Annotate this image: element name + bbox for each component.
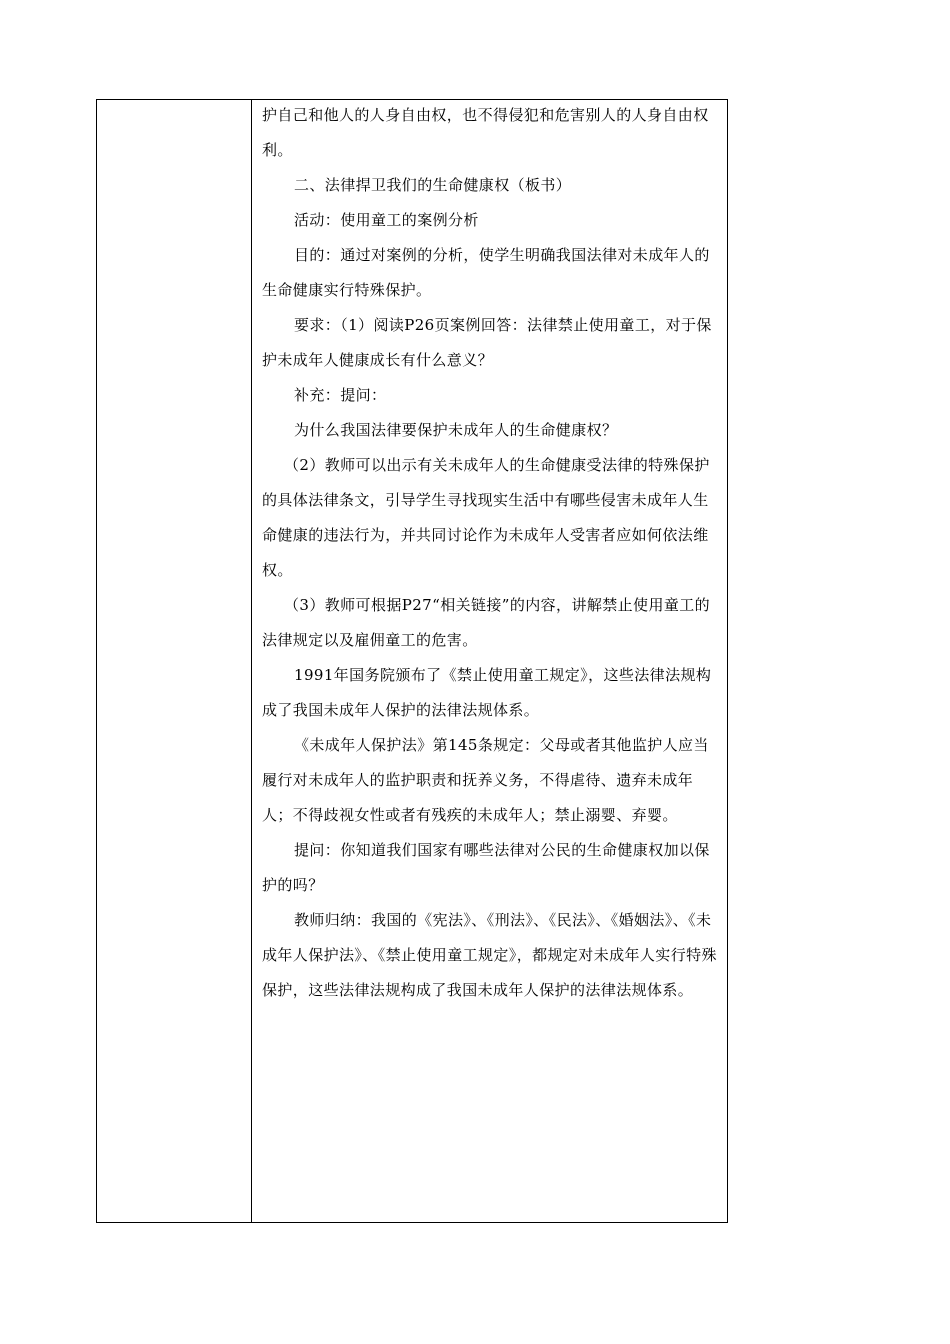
paragraph: （3）教师可根据P27“相关链接”的内容，讲解禁止使用童工的法律规定以及雇佣童工的危害。 (262, 596, 711, 649)
table-left-column (97, 100, 252, 1222)
paragraph: 1991年国务院颁布了《禁止使用童工规定》，这些法律法规构成了我国未成年人保护的法律法规体系。 (262, 666, 712, 719)
paragraph: （2）教师可以出示有关未成年人的生命健康受法律的特殊保护的具体法律条文，引导学生寻找现实生活中有哪些侵害未成年人生命健康的违法行为，并共同讨论作为未成年人受害者应如何依法维权。 (262, 456, 710, 579)
lesson-table (96, 99, 728, 1223)
paragraph: 补充：提问： (294, 386, 387, 404)
table-content-column (252, 100, 727, 1222)
section-heading: 二、法律捍卫我们的生命健康权（板书） (294, 176, 572, 194)
paragraph: 目的：通过对案例的分析，使学生明确我国法律对未成年人的生命健康实行特殊保护。 (262, 246, 710, 299)
paragraph: 要求：（1）阅读P26页案例回答：法律禁止使用童工，对于保护未成年人健康成长有什么意义？ (262, 316, 712, 369)
paragraph: 活动：使用童工的案例分析 (294, 211, 479, 229)
paragraph: 教师归纳：我国的《宪法》、《刑法》、《民法》、《婚姻法》、《未成年人保护法》、《禁止使用童工规定》，都规定对未成年人实行特殊保护，这些法律法规构成了我国未成年人保护的法律法规体系。 (262, 911, 717, 999)
paragraph: 提问：你知道我们国家有哪些法律对公民的生命健康权加以保护的吗？ (262, 841, 710, 894)
paragraph: 《未成年人保护法》第145条规定：父母或者其他监护人应当履行对未成年人的监护职责和抚养义务，不得虐待、遗弃未成年人；不得歧视女性或者有残疾的未成年人；禁止溺婴、弃婴。 (262, 736, 709, 824)
paragraph: 为什么我国法律要保护未成年人的生命健康权？ (294, 421, 618, 439)
paragraph: 护自己和他人的人身自由权，也不得侵犯和危害别人的人身自由权利。 (262, 106, 709, 159)
